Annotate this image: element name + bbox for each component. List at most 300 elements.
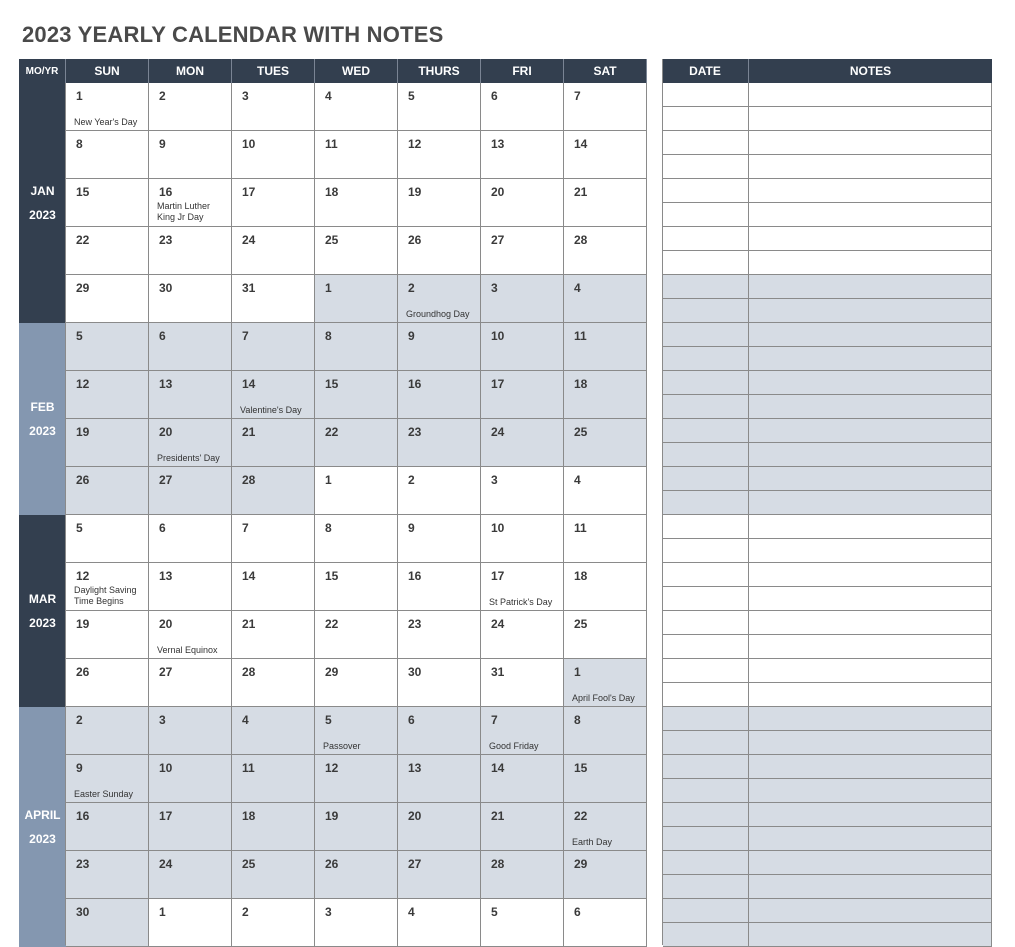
day-cell[interactable]: [564, 179, 647, 227]
day-cell[interactable]: [315, 179, 398, 227]
notes-date-cell[interactable]: [663, 923, 749, 947]
day-cell[interactable]: [232, 611, 315, 659]
day-number: 22: [76, 233, 90, 247]
day-cell[interactable]: [481, 563, 564, 611]
notes-text-cell[interactable]: [749, 611, 992, 635]
day-cell[interactable]: [232, 419, 315, 467]
day-cell[interactable]: [398, 755, 481, 803]
day-number: 14: [242, 569, 256, 583]
day-cell[interactable]: [232, 323, 315, 371]
day-number: 18: [574, 569, 588, 583]
day-cell[interactable]: [481, 515, 564, 563]
day-cell[interactable]: [481, 323, 564, 371]
day-cell[interactable]: [66, 515, 149, 563]
day-cell[interactable]: [315, 515, 398, 563]
day-number: 24: [242, 233, 256, 247]
day-number: 20: [159, 617, 173, 631]
day-number: 20: [491, 185, 505, 199]
notes-text-cell[interactable]: [749, 659, 992, 683]
day-number: 29: [76, 281, 90, 295]
day-number: 16: [76, 809, 90, 823]
day-cell[interactable]: [481, 755, 564, 803]
notes-date-cell[interactable]: [663, 611, 749, 635]
notes-text-cell[interactable]: [749, 227, 992, 251]
day-cell[interactable]: [315, 419, 398, 467]
notes-date-cell[interactable]: [663, 179, 749, 203]
day-cell[interactable]: [564, 83, 647, 131]
holiday-label: Earth Day: [572, 837, 613, 847]
day-cell[interactable]: [315, 131, 398, 179]
day-cell[interactable]: [149, 515, 232, 563]
day-cell[interactable]: [481, 659, 564, 707]
day-cell[interactable]: [398, 851, 481, 899]
notes-date-cell[interactable]: [663, 707, 749, 731]
notes-text-cell[interactable]: [749, 851, 992, 875]
day-cell[interactable]: [481, 467, 564, 515]
notes-date-cell[interactable]: [663, 227, 749, 251]
day-number: 2: [408, 473, 415, 487]
day-cell[interactable]: [315, 563, 398, 611]
day-cell[interactable]: [66, 851, 149, 899]
day-cell[interactable]: [66, 371, 149, 419]
day-cell[interactable]: [315, 323, 398, 371]
day-cell[interactable]: [315, 611, 398, 659]
day-number: 22: [574, 809, 588, 823]
notes-text-cell[interactable]: [749, 875, 992, 899]
day-cell[interactable]: [66, 275, 149, 323]
day-cell[interactable]: [398, 419, 481, 467]
day-cell[interactable]: [232, 515, 315, 563]
notes-date-cell[interactable]: [663, 779, 749, 803]
notes-left-border: [662, 59, 663, 945]
day-number: 12: [408, 137, 422, 151]
day-cell[interactable]: [66, 323, 149, 371]
day-cell[interactable]: [66, 419, 149, 467]
day-cell[interactable]: [315, 707, 398, 755]
day-number: 5: [76, 521, 83, 535]
notes-text-cell[interactable]: [749, 107, 992, 131]
day-cell[interactable]: [564, 371, 647, 419]
day-cell[interactable]: [149, 707, 232, 755]
day-number: 15: [76, 185, 90, 199]
day-cell[interactable]: [232, 659, 315, 707]
day-number: 21: [574, 185, 588, 199]
day-number: 19: [76, 425, 90, 439]
day-number: 31: [491, 665, 505, 679]
day-header-thurs: THURS: [398, 59, 481, 83]
day-number: 10: [242, 137, 256, 151]
notes-text-cell[interactable]: [749, 155, 992, 179]
day-cell[interactable]: [481, 899, 564, 947]
notes-text-cell[interactable]: [749, 275, 992, 299]
day-number: 24: [491, 425, 505, 439]
day-number: 6: [574, 905, 581, 919]
notes-date-cell[interactable]: [663, 491, 749, 515]
day-cell[interactable]: [149, 467, 232, 515]
notes-text-cell[interactable]: [749, 635, 992, 659]
day-number: 18: [574, 377, 588, 391]
day-cell[interactable]: [564, 131, 647, 179]
notes-text-cell[interactable]: [749, 395, 992, 419]
day-cell[interactable]: [564, 707, 647, 755]
day-cell[interactable]: [149, 179, 232, 227]
holiday-label: April Fool's Day: [572, 693, 635, 703]
month-year: 2023: [29, 616, 56, 630]
day-cell[interactable]: [232, 131, 315, 179]
day-cell[interactable]: [149, 275, 232, 323]
day-cell[interactable]: [315, 899, 398, 947]
notes-date-cell[interactable]: [663, 659, 749, 683]
day-number: 29: [325, 665, 339, 679]
day-cell[interactable]: [481, 83, 564, 131]
day-number: 26: [408, 233, 422, 247]
day-cell[interactable]: [232, 851, 315, 899]
day-number: 17: [159, 809, 173, 823]
day-number: 21: [242, 617, 256, 631]
day-cell[interactable]: [564, 467, 647, 515]
day-cell[interactable]: [66, 563, 149, 611]
notes-text-cell[interactable]: [749, 203, 992, 227]
day-cell[interactable]: [232, 275, 315, 323]
day-number: 20: [159, 425, 173, 439]
day-cell[interactable]: [564, 611, 647, 659]
day-cell[interactable]: [232, 899, 315, 947]
notes-date-cell[interactable]: [663, 83, 749, 107]
day-cell[interactable]: [66, 707, 149, 755]
notes-date-cell[interactable]: [663, 899, 749, 923]
day-cell[interactable]: [66, 803, 149, 851]
day-number: 14: [242, 377, 256, 391]
day-cell[interactable]: [149, 563, 232, 611]
day-number: 11: [242, 761, 255, 775]
day-number: 12: [325, 761, 339, 775]
month-label-feb: [19, 323, 66, 515]
day-cell[interactable]: [398, 275, 481, 323]
day-cell[interactable]: [398, 371, 481, 419]
day-number: 22: [325, 617, 339, 631]
day-number: 16: [408, 569, 422, 583]
day-number: 31: [242, 281, 256, 295]
notes-date-cell[interactable]: [663, 443, 749, 467]
day-cell[interactable]: [481, 803, 564, 851]
day-cell[interactable]: [564, 659, 647, 707]
day-cell[interactable]: [149, 755, 232, 803]
day-cell[interactable]: [315, 803, 398, 851]
day-number: 13: [159, 569, 173, 583]
notes-text-cell[interactable]: [749, 515, 992, 539]
day-cell[interactable]: [398, 131, 481, 179]
notes-date-cell[interactable]: [663, 755, 749, 779]
day-number: 2: [159, 89, 166, 103]
day-number: 27: [408, 857, 422, 871]
day-cell[interactable]: [66, 227, 149, 275]
day-cell[interactable]: [149, 851, 232, 899]
notes-text-cell[interactable]: [749, 755, 992, 779]
day-cell[interactable]: [564, 323, 647, 371]
day-cell[interactable]: [66, 611, 149, 659]
day-number: 7: [491, 713, 498, 727]
day-cell[interactable]: [66, 467, 149, 515]
day-cell[interactable]: [564, 851, 647, 899]
holiday-label: New Year's Day: [74, 117, 138, 127]
day-cell[interactable]: [564, 803, 647, 851]
notes-text-cell[interactable]: [749, 467, 992, 491]
day-number: 22: [325, 425, 339, 439]
notes-text-cell[interactable]: [749, 491, 992, 515]
day-cell[interactable]: [315, 755, 398, 803]
day-number: 24: [491, 617, 505, 631]
notes-date-cell[interactable]: [663, 275, 749, 299]
day-number: 11: [574, 329, 587, 343]
day-cell[interactable]: [315, 83, 398, 131]
notes-date-cell[interactable]: [663, 419, 749, 443]
day-cell[interactable]: [149, 659, 232, 707]
notes-date-cell[interactable]: [663, 731, 749, 755]
day-cell[interactable]: [398, 707, 481, 755]
day-cell[interactable]: [149, 323, 232, 371]
notes-date-cell[interactable]: [663, 563, 749, 587]
notes-date-cell[interactable]: [663, 251, 749, 275]
month-name: JAN: [30, 184, 55, 198]
notes-text-cell[interactable]: [749, 899, 992, 923]
day-cell[interactable]: [232, 467, 315, 515]
notes-text-cell[interactable]: [749, 299, 992, 323]
day-number: 8: [76, 137, 83, 151]
day-cell[interactable]: [66, 83, 149, 131]
day-cell[interactable]: [149, 371, 232, 419]
day-cell[interactable]: [564, 419, 647, 467]
day-number: 3: [491, 281, 498, 295]
notes-text-cell[interactable]: [749, 419, 992, 443]
day-cell[interactable]: [398, 515, 481, 563]
month-name: APRIL: [24, 808, 61, 822]
notes-text-cell[interactable]: [749, 251, 992, 275]
day-cell[interactable]: [481, 371, 564, 419]
day-number: 25: [574, 425, 588, 439]
notes-date-cell[interactable]: [663, 395, 749, 419]
day-number: 8: [325, 329, 332, 343]
day-number: 17: [491, 569, 505, 583]
header-mo-yr: MO/YR: [19, 59, 66, 83]
day-number: 4: [325, 89, 332, 103]
day-cell[interactable]: [398, 611, 481, 659]
holiday-label: St Patrick's Day: [489, 597, 553, 607]
day-number: 1: [325, 473, 332, 487]
day-cell[interactable]: [398, 467, 481, 515]
day-number: 16: [159, 185, 173, 199]
notes-text-cell[interactable]: [749, 179, 992, 203]
notes-date-cell[interactable]: [663, 635, 749, 659]
day-cell[interactable]: [398, 83, 481, 131]
notes-text-cell[interactable]: [749, 347, 992, 371]
day-cell[interactable]: [66, 899, 149, 947]
month-name: FEB: [30, 400, 55, 414]
day-cell[interactable]: [149, 131, 232, 179]
day-cell[interactable]: [398, 899, 481, 947]
notes-date-cell[interactable]: [663, 347, 749, 371]
day-cell[interactable]: [66, 179, 149, 227]
day-number: 25: [325, 233, 339, 247]
day-cell[interactable]: [564, 227, 647, 275]
notes-date-cell[interactable]: [663, 803, 749, 827]
day-cell[interactable]: [481, 851, 564, 899]
day-number: 4: [242, 713, 249, 727]
day-number: 5: [491, 905, 498, 919]
notes-text-cell[interactable]: [749, 683, 992, 707]
day-number: 19: [408, 185, 422, 199]
month-year: 2023: [29, 832, 56, 846]
day-number: 2: [76, 713, 83, 727]
notes-text-cell[interactable]: [749, 443, 992, 467]
day-number: 17: [242, 185, 256, 199]
day-number: 10: [491, 521, 505, 535]
day-cell[interactable]: [315, 659, 398, 707]
holiday-label: Easter Sunday: [74, 789, 134, 799]
notes-date-cell[interactable]: [663, 107, 749, 131]
day-number: 9: [76, 761, 83, 775]
day-cell[interactable]: [398, 323, 481, 371]
day-cell[interactable]: [564, 275, 647, 323]
day-cell[interactable]: [232, 803, 315, 851]
calendar-left-border: [65, 83, 66, 945]
notes-date-cell[interactable]: [663, 203, 749, 227]
day-cell[interactable]: [315, 851, 398, 899]
day-cell[interactable]: [481, 275, 564, 323]
day-number: 4: [574, 281, 581, 295]
day-cell[interactable]: [398, 803, 481, 851]
notes-date-cell[interactable]: [663, 131, 749, 155]
notes-date-cell[interactable]: [663, 155, 749, 179]
day-cell[interactable]: [564, 563, 647, 611]
day-number: 19: [76, 617, 90, 631]
month-year: 2023: [29, 424, 56, 438]
day-cell[interactable]: [315, 227, 398, 275]
day-number: 23: [159, 233, 173, 247]
day-cell[interactable]: [149, 803, 232, 851]
notes-date-cell[interactable]: [663, 323, 749, 347]
day-cell[interactable]: [66, 659, 149, 707]
notes-date-cell[interactable]: [663, 587, 749, 611]
notes-date-cell[interactable]: [663, 467, 749, 491]
holiday-label: Daylight Saving Time Begins: [74, 585, 137, 606]
day-number: 29: [574, 857, 588, 871]
day-number: 4: [408, 905, 415, 919]
day-cell[interactable]: [149, 899, 232, 947]
day-cell[interactable]: [232, 227, 315, 275]
day-number: 23: [408, 617, 422, 631]
holiday-label: Groundhog Day: [406, 309, 470, 319]
notes-date-cell[interactable]: [663, 371, 749, 395]
notes-date-cell[interactable]: [663, 875, 749, 899]
notes-date-cell[interactable]: [663, 851, 749, 875]
day-cell[interactable]: [564, 899, 647, 947]
day-number: 14: [574, 137, 588, 151]
day-number: 8: [325, 521, 332, 535]
notes-text-cell[interactable]: [749, 827, 992, 851]
day-cell[interactable]: [398, 227, 481, 275]
notes-text-cell[interactable]: [749, 323, 992, 347]
day-number: 9: [159, 137, 166, 151]
notes-date-cell[interactable]: [663, 539, 749, 563]
day-header-fri: FRI: [481, 59, 564, 83]
day-number: 1: [76, 89, 83, 103]
day-cell[interactable]: [481, 131, 564, 179]
day-cell[interactable]: [481, 707, 564, 755]
day-number: 5: [408, 89, 415, 103]
day-cell[interactable]: [232, 755, 315, 803]
day-cell[interactable]: [564, 515, 647, 563]
header-date: DATE: [662, 59, 749, 83]
day-cell[interactable]: [232, 563, 315, 611]
day-number: 23: [76, 857, 90, 871]
notes-text-cell[interactable]: [749, 131, 992, 155]
header-notes: NOTES: [749, 59, 992, 83]
day-cell[interactable]: [481, 419, 564, 467]
day-cell[interactable]: [481, 227, 564, 275]
notes-date-cell[interactable]: [663, 827, 749, 851]
day-cell[interactable]: [232, 83, 315, 131]
day-number: 7: [574, 89, 581, 103]
day-number: 21: [242, 425, 256, 439]
day-number: 26: [76, 473, 90, 487]
day-cell[interactable]: [149, 83, 232, 131]
notes-text-cell[interactable]: [749, 371, 992, 395]
day-cell[interactable]: [66, 131, 149, 179]
day-cell[interactable]: [149, 419, 232, 467]
day-number: 4: [574, 473, 581, 487]
notes-date-cell[interactable]: [663, 683, 749, 707]
day-cell[interactable]: [315, 371, 398, 419]
day-cell[interactable]: [66, 755, 149, 803]
notes-text-cell[interactable]: [749, 707, 992, 731]
month-label-jan: [19, 83, 66, 323]
day-number: 26: [76, 665, 90, 679]
notes-date-cell[interactable]: [663, 515, 749, 539]
holiday-label: Good Friday: [489, 741, 539, 751]
day-number: 13: [491, 137, 505, 151]
notes-text-cell[interactable]: [749, 563, 992, 587]
notes-text-cell[interactable]: [749, 779, 992, 803]
day-cell[interactable]: [232, 179, 315, 227]
day-number: 3: [325, 905, 332, 919]
day-cell[interactable]: [149, 227, 232, 275]
notes-text-cell[interactable]: [749, 923, 992, 947]
notes-text-cell[interactable]: [749, 587, 992, 611]
day-cell[interactable]: [315, 467, 398, 515]
notes-text-cell[interactable]: [749, 83, 992, 107]
day-cell[interactable]: [564, 755, 647, 803]
day-number: 15: [325, 569, 339, 583]
notes-text-cell[interactable]: [749, 539, 992, 563]
day-cell[interactable]: [149, 611, 232, 659]
day-cell[interactable]: [481, 179, 564, 227]
notes-text-cell[interactable]: [749, 731, 992, 755]
holiday-label: Presidents' Day: [157, 453, 220, 463]
day-cell[interactable]: [398, 179, 481, 227]
day-cell[interactable]: [315, 275, 398, 323]
day-number: 23: [408, 425, 422, 439]
day-cell[interactable]: [232, 371, 315, 419]
day-number: 6: [491, 89, 498, 103]
notes-text-cell[interactable]: [749, 803, 992, 827]
day-cell[interactable]: [398, 563, 481, 611]
day-cell[interactable]: [232, 707, 315, 755]
month-name: MAR: [28, 592, 57, 606]
day-cell[interactable]: [398, 659, 481, 707]
notes-date-cell[interactable]: [663, 299, 749, 323]
day-cell[interactable]: [481, 611, 564, 659]
day-number: 2: [408, 281, 415, 295]
